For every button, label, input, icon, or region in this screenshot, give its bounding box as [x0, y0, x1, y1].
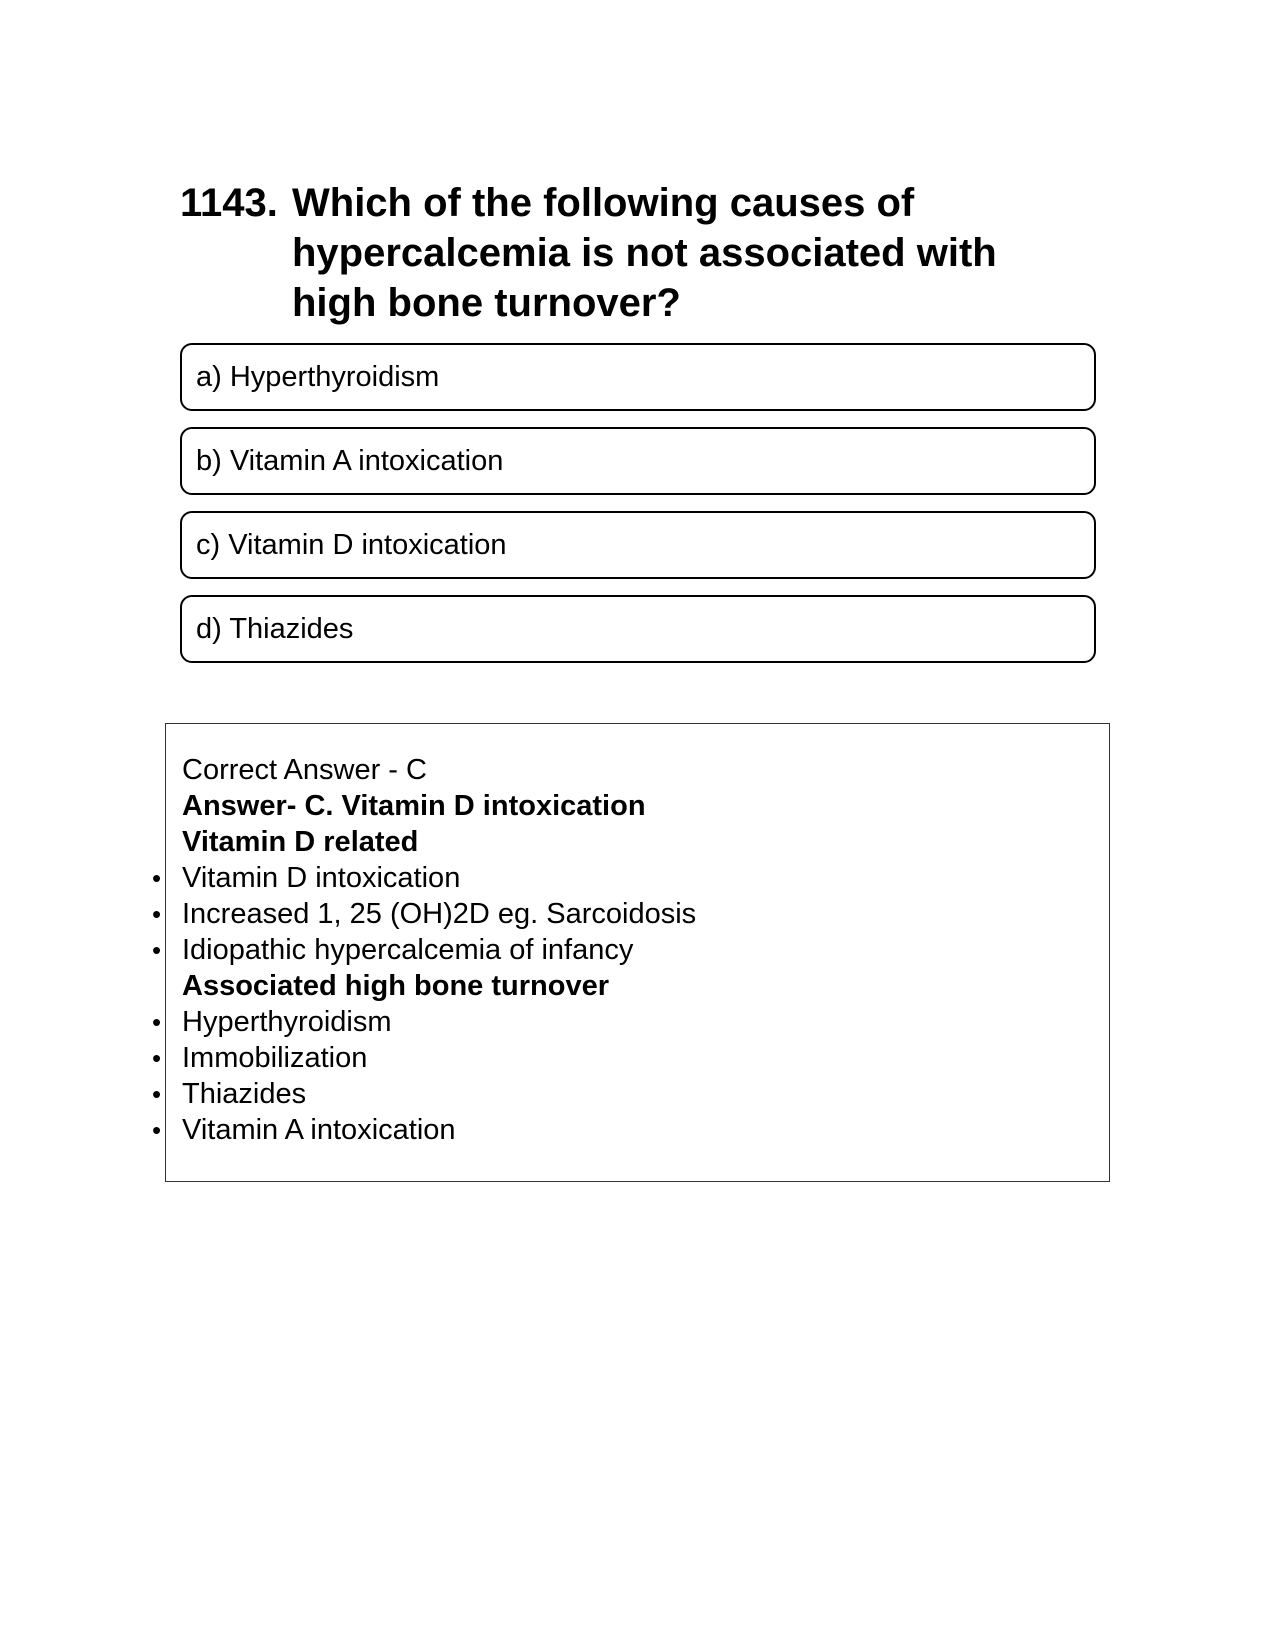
list-item-text: Hyperthyroidism [182, 1006, 392, 1038]
option-b[interactable]: b) Vitamin A intoxication [180, 427, 1096, 495]
answer-explanation-box [152, 723, 1110, 1182]
option-c[interactable]: c) Vitamin D intoxication [180, 511, 1096, 579]
bullet-icon: • [152, 935, 162, 965]
section-heading-high-turnover: Associated high bone turnover [182, 970, 609, 1002]
list-item [152, 1004, 696, 1040]
list-item [152, 1076, 696, 1112]
answer-line: Answer- C. Vitamin D intoxication [182, 790, 646, 822]
list-item [152, 896, 697, 932]
correct-answer-label: Correct Answer - C [182, 754, 427, 786]
bullet-icon: • [152, 1043, 162, 1073]
bullet-icon: • [152, 863, 162, 893]
question-text: Which of the following causes of hypercalcemia is not associated with high bone turnover? [292, 181, 997, 325]
list-item-text: Vitamin D intoxication [182, 862, 461, 894]
list-item-text: Idiopathic hypercalcemia of infancy [182, 934, 634, 966]
section-heading-vitamin-d: Vitamin D related [182, 826, 419, 858]
list-item-text: Immobilization [182, 1042, 368, 1074]
list-item [152, 932, 696, 968]
bullet-icon: • [152, 1007, 162, 1037]
list-item-text: Vitamin A intoxication [182, 1114, 456, 1146]
list-item-text: Increased 1, 25 (OH)2D eg. Sarcoidosis [182, 898, 697, 930]
list-item [152, 1040, 696, 1076]
option-a[interactable]: a) Hyperthyroidism [180, 343, 1096, 411]
option-d[interactable]: d) Thiazides [180, 595, 1096, 663]
question-heading [180, 178, 1080, 328]
bullet-icon: • [152, 899, 162, 929]
answer-content [152, 752, 697, 1148]
bullet-icon: • [152, 1079, 162, 1109]
options-list [180, 343, 1096, 679]
list-item [152, 860, 696, 896]
list-item-text: Thiazides [182, 1078, 307, 1110]
list-item [152, 1112, 696, 1148]
bullet-icon: • [152, 1115, 162, 1145]
question-number: 1143. [180, 181, 278, 225]
